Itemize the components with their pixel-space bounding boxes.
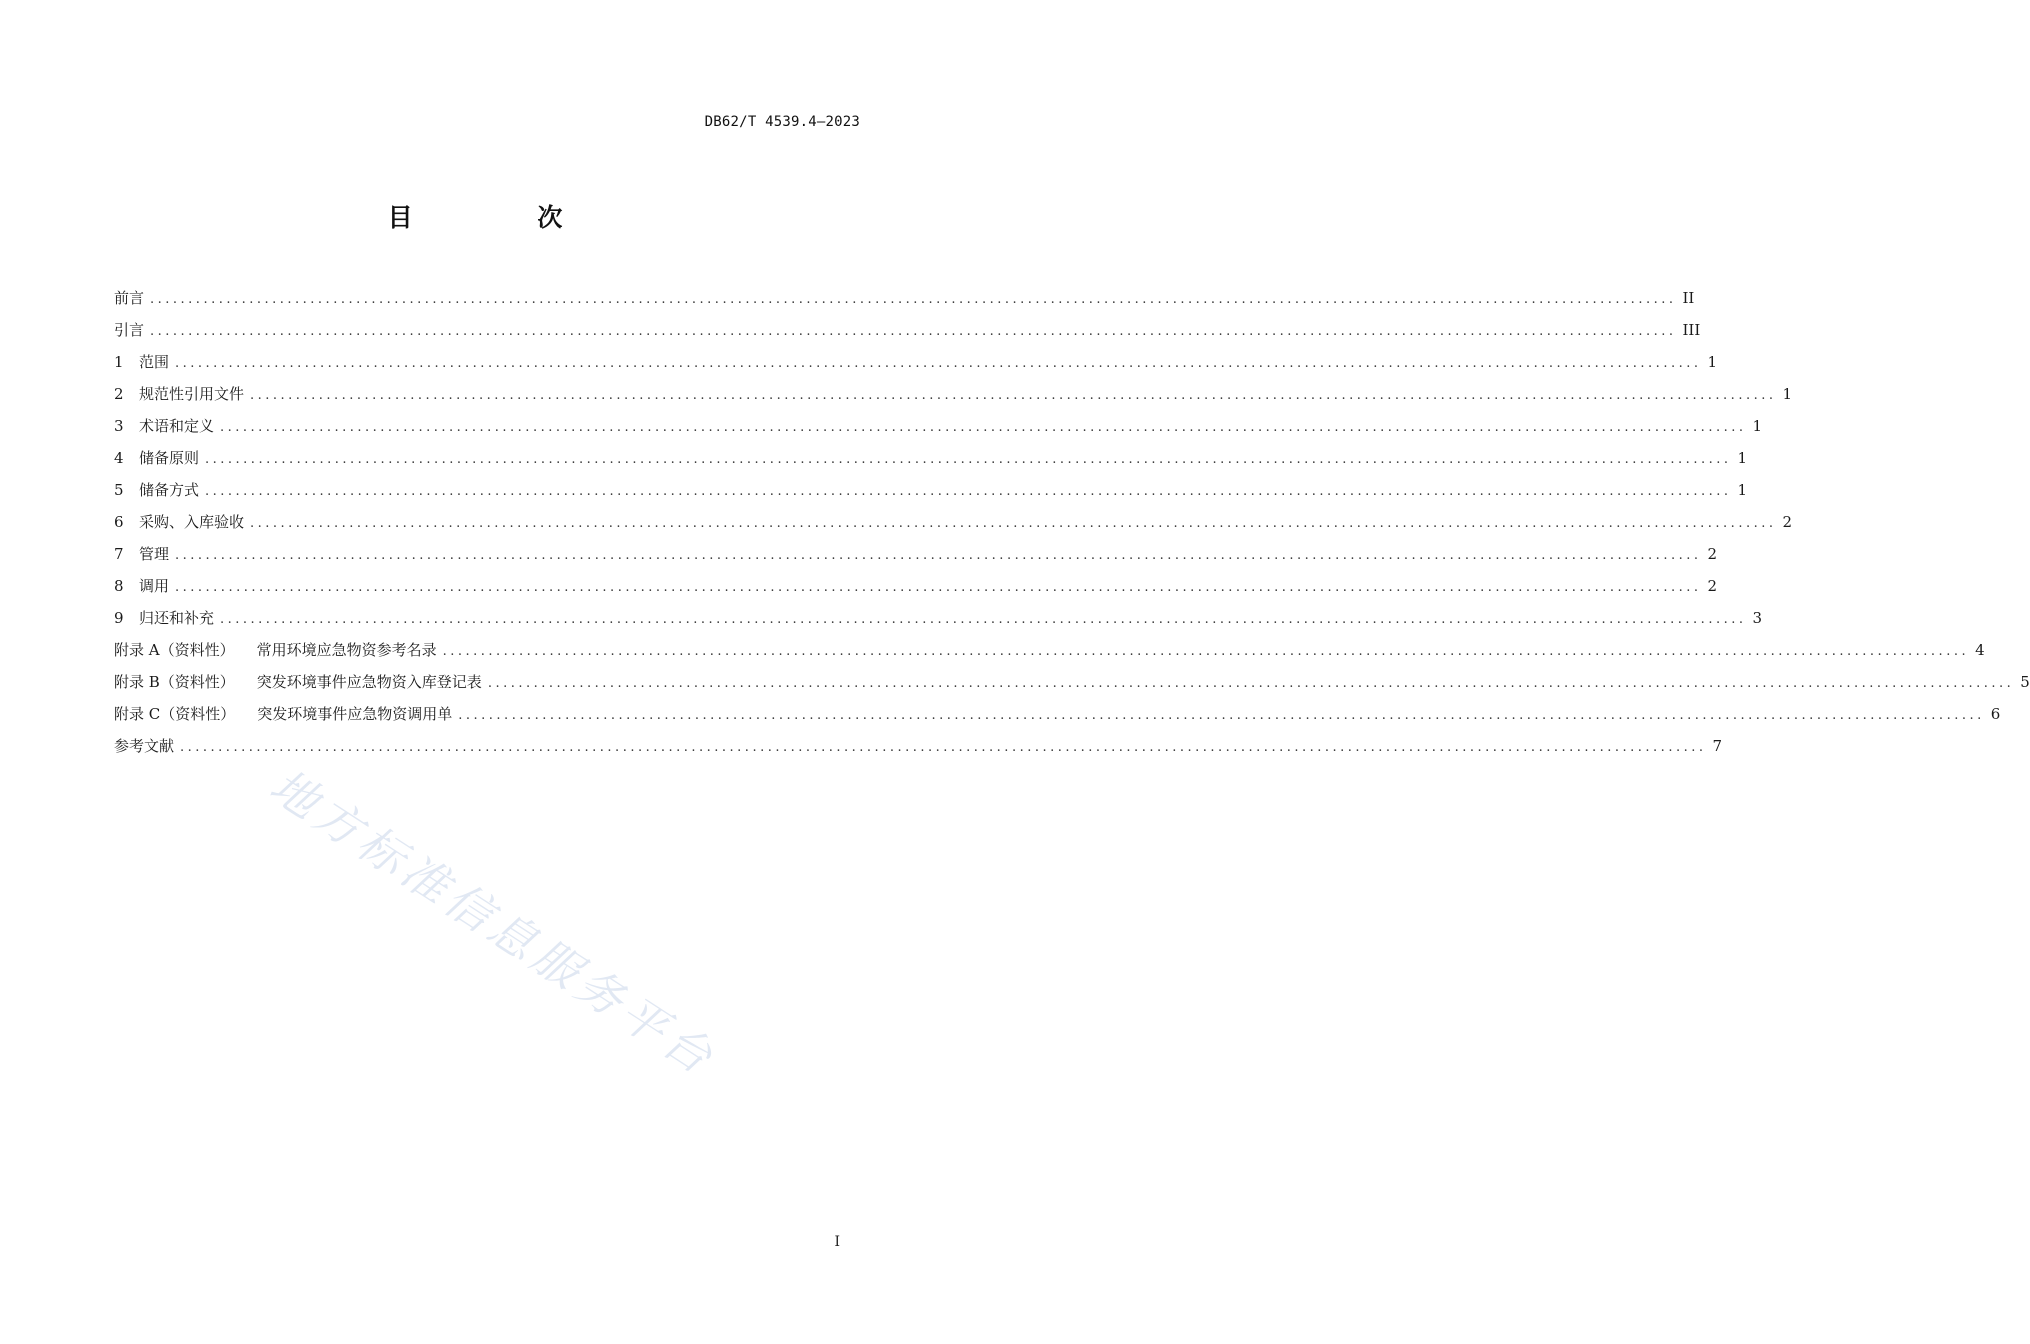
- toc-entry-number: 6: [114, 513, 124, 531]
- watermark: 地方标准信息服务平台: [260, 758, 727, 1087]
- toc-entry-label: [114, 282, 144, 314]
- toc-dot-leader: ........................................................................................................................................................................................................: [442, 644, 1970, 659]
- toc-entry-page: 1: [1707, 353, 1718, 371]
- toc-entry-title: 管理: [139, 545, 170, 563]
- toc-entry-page: 1: [1737, 449, 1748, 467]
- toc-entry[interactable]: [114, 730, 1723, 762]
- toc-entry-page: 5: [2020, 673, 2030, 691]
- toc-entry-page: 3: [1752, 609, 1763, 627]
- toc-entry-title: 参考文献: [114, 737, 175, 755]
- toc-entry-label: [139, 410, 214, 442]
- toc-entry-number: 8: [114, 577, 124, 595]
- toc-entry-label: [139, 506, 244, 538]
- page-number: I: [834, 1234, 840, 1250]
- toc-entry-number: 9: [114, 609, 124, 627]
- toc-entry-title: 储备原则: [139, 449, 200, 467]
- toc-entry-page: 6: [1990, 705, 2001, 723]
- toc-entry-label: [114, 698, 452, 730]
- document-code: DB62/T 4539.4—2023: [704, 114, 860, 130]
- toc-entry-subtitle: 突发环境事件应急物资调用单: [257, 705, 453, 723]
- toc-entry[interactable]: [114, 666, 2030, 698]
- toc-entry-page: 4: [1975, 641, 1985, 659]
- toc-dot-leader: ........................................................................................................................................................................................................: [205, 452, 1732, 467]
- toc-dot-leader: ........................................................................................................................................................................................................: [250, 516, 1777, 531]
- toc-entry-title: 附录 A（资料性）: [114, 641, 235, 659]
- toc-dot-leader: ........................................................................................................................................................................................................: [150, 324, 1677, 339]
- toc-entry-title: 调用: [139, 577, 170, 595]
- toc-entry-title: 储备方式: [139, 481, 200, 499]
- toc-entry[interactable]: [114, 602, 1763, 634]
- toc-dot-leader: ........................................................................................................................................................................................................: [175, 356, 1702, 371]
- toc-dot-leader: ........................................................................................................................................................................................................: [250, 388, 1777, 403]
- toc-entry-label: [114, 314, 144, 346]
- toc-entry-page: 2: [1782, 513, 1793, 531]
- toc-entry[interactable]: [114, 474, 1748, 506]
- toc-entry-number: 2: [114, 385, 124, 403]
- page-title: 目 次: [387, 203, 621, 232]
- toc-dot-leader: ........................................................................................................................................................................................................: [175, 580, 1702, 595]
- toc-entry-label: [139, 346, 169, 378]
- toc-entry[interactable]: [114, 346, 1718, 378]
- toc-dot-leader: ........................................................................................................................................................................................................: [458, 708, 1985, 723]
- toc-entry-label: [139, 378, 244, 410]
- toc-dot-leader: ........................................................................................................................................................................................................: [220, 420, 1747, 435]
- toc-entry[interactable]: [114, 634, 1985, 666]
- toc-entry[interactable]: [114, 282, 1695, 314]
- toc-entry-label: [114, 666, 482, 698]
- toc-entry-subtitle: 突发环境事件应急物资入库登记表: [256, 673, 482, 691]
- table-of-contents: [114, 282, 2030, 762]
- toc-entry-number: 4: [114, 449, 124, 467]
- toc-entry-title: 前言: [114, 289, 145, 307]
- toc-entry-title: 引言: [114, 321, 145, 339]
- toc-dot-leader: ........................................................................................................................................................................................................: [175, 548, 1702, 563]
- toc-entry-title: 附录 C（资料性）: [114, 705, 236, 723]
- toc-entry-title: 归还和补充: [139, 609, 215, 627]
- toc-entry-title: 术语和定义: [139, 417, 215, 435]
- toc-entry-page: II: [1682, 289, 1695, 307]
- toc-entry-page: 1: [1752, 417, 1763, 435]
- toc-entry-title: 范围: [139, 353, 170, 371]
- toc-entry-page: 2: [1707, 577, 1718, 595]
- toc-entry-title: 附录 B（资料性）: [114, 673, 235, 691]
- toc-entry-label: [114, 730, 174, 762]
- toc-entry[interactable]: [114, 314, 1701, 346]
- toc-entry[interactable]: [114, 378, 1793, 410]
- toc-entry-label: [139, 474, 199, 506]
- toc-entry[interactable]: [114, 538, 1718, 570]
- toc-entry-label: [114, 634, 437, 666]
- toc-entry-subtitle: 常用环境应急物资参考名录: [256, 641, 437, 659]
- toc-entry[interactable]: [114, 442, 1748, 474]
- toc-dot-leader: ........................................................................................................................................................................................................: [205, 484, 1732, 499]
- toc-entry-number: 5: [114, 481, 124, 499]
- toc-entry-page: 7: [1712, 737, 1723, 755]
- toc-entry-number: 3: [114, 417, 124, 435]
- toc-dot-leader: ........................................................................................................................................................................................................: [180, 740, 1707, 755]
- toc-entry[interactable]: [114, 506, 1793, 538]
- toc-entry-number: 1: [114, 353, 124, 371]
- toc-dot-leader: ........................................................................................................................................................................................................: [487, 676, 2015, 691]
- toc-entry-page: 2: [1707, 545, 1718, 563]
- toc-entry-label: [139, 538, 169, 570]
- toc-entry-title: 规范性引用文件: [139, 385, 245, 403]
- toc-entry-label: [139, 602, 214, 634]
- toc-entry[interactable]: [114, 698, 2001, 730]
- toc-entry[interactable]: [114, 410, 1763, 442]
- toc-entry-page: 1: [1782, 385, 1793, 403]
- toc-entry-label: [139, 570, 169, 602]
- toc-dot-leader: ........................................................................................................................................................................................................: [150, 292, 1677, 307]
- toc-entry-page: 1: [1737, 481, 1748, 499]
- toc-entry-page: III: [1682, 321, 1701, 339]
- toc-entry-label: [139, 442, 199, 474]
- toc-entry-number: 7: [114, 545, 124, 563]
- toc-entry-title: 采购、入库验收: [139, 513, 245, 531]
- toc-entry[interactable]: [114, 570, 1718, 602]
- toc-dot-leader: ........................................................................................................................................................................................................: [220, 612, 1747, 627]
